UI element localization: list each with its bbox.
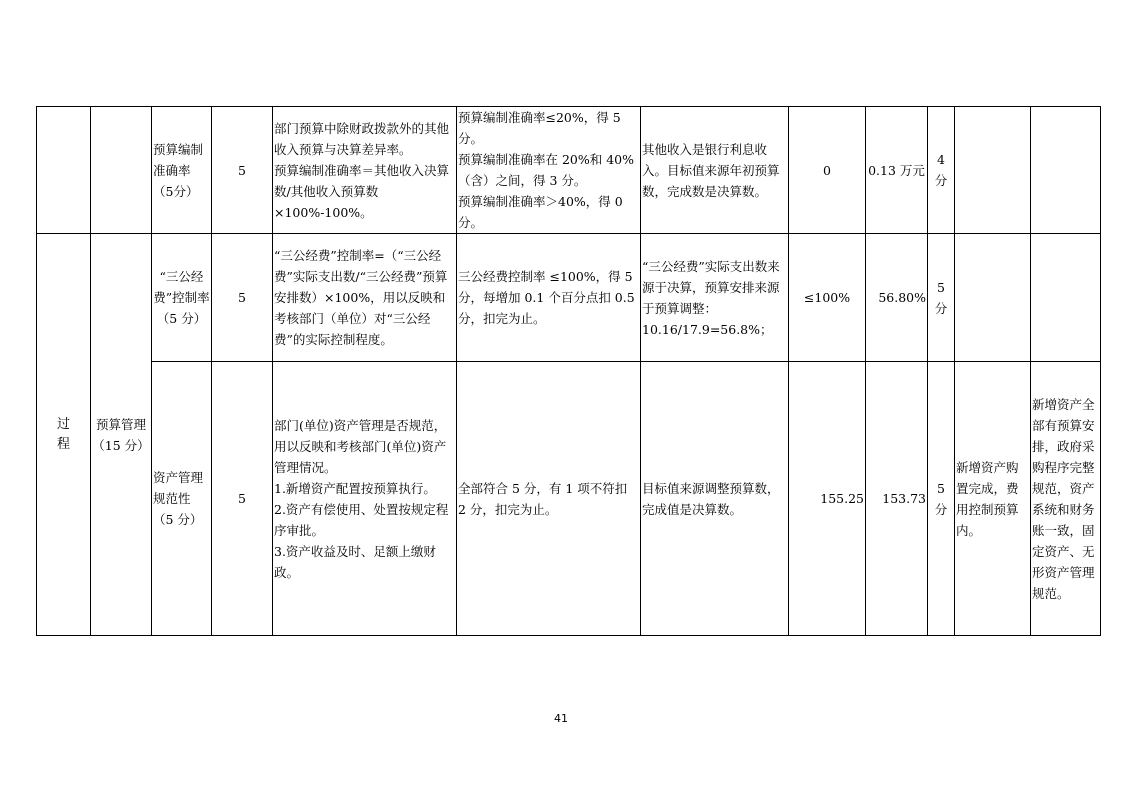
page-number: 41 <box>554 712 568 725</box>
actual-cell: 56.80% <box>866 234 928 362</box>
criteria-cell: 全部符合 5 分，有 1 项不符扣 2 分，扣完为止。 <box>457 362 641 636</box>
reason-cell <box>955 107 1031 234</box>
basis-cell: 目标值来源调整预算数，完成值是决算数。 <box>641 362 789 636</box>
level2-cell <box>91 107 152 234</box>
actual-cell: 153.73 <box>866 362 928 636</box>
level2-cell: 预算管理（15 分） <box>91 234 152 636</box>
basis-cell: 其他收入是银行利息收入。目标值来源年初预算数，完成数是决算数。 <box>641 107 789 234</box>
level1-cell <box>37 234 91 636</box>
indicator-cell: 预算编制准确率（5分） <box>152 107 212 234</box>
score-cell: 5 分 <box>928 362 955 636</box>
note-cell <box>1031 234 1101 362</box>
note-cell: 新增资产全部有预算安排，政府采购程序完整规范，资产系统和财务账一致，固定资产、无形资产管理规范。 <box>1031 362 1101 636</box>
weight-cell: 5 <box>212 234 273 362</box>
definition-cell: 部门(单位)资产管理是否规范，用以反映和考核部门(单位)资产管理情况。 1.新增资产配置按预算执行。 2.资产有偿使用、处置按规定程序审批。 3.资产收益及时、足额上缴财政。 <box>273 362 457 636</box>
table-row <box>37 107 1101 234</box>
table-row <box>37 234 1101 362</box>
reason-cell <box>955 234 1031 362</box>
level1-label: 过程 <box>56 416 70 452</box>
table-row <box>37 362 1101 636</box>
basis-cell: “三公经费”实际支出数来源于决算，预算安排来源于预算调整： 10.16/17.9=56.8%； <box>641 234 789 362</box>
indicator-cell: “三公经费”控制率（5 分） <box>152 234 212 362</box>
weight-cell: 5 <box>212 107 273 234</box>
reason-cell: 新增资产购置完成，费用控制预算内。 <box>955 362 1031 636</box>
indicator-cell: 资产管理规范性（5 分） <box>152 362 212 636</box>
definition-cell: “三公经费”控制率=（“三公经费”实际支出数/“三公经费”预算安排数）×100%，用以反映和考核部门（单位）对“三公经费”的实际控制程度。 <box>273 234 457 362</box>
note-cell <box>1031 107 1101 234</box>
target-cell: 155.25 <box>789 362 866 636</box>
definition-cell: 部门预算中除财政拨款外的其他收入预算与决算差异率。 预算编制准确率＝其他收入决算数/其他收入预算数×100%-100%。 <box>273 107 457 234</box>
level1-cell <box>37 107 91 234</box>
criteria-cell: 三公经费控制率 ≤100%，得 5 分，每增加 0.1 个百分点扣 0.5 分，扣完为止。 <box>457 234 641 362</box>
actual-cell: 0.13 万元 <box>866 107 928 234</box>
score-cell: 5 分 <box>928 234 955 362</box>
criteria-cell: 预算编制准确率≤20%，得 5 分。 预算编制准确率在 20%和 40%（含）之间，得 3 分。 预算编制准确率＞40%，得 0 分。 <box>457 107 641 234</box>
performance-evaluation-table <box>36 106 1101 636</box>
target-cell: ≤100% <box>789 234 866 362</box>
weight-cell: 5 <box>212 362 273 636</box>
target-cell: 0 <box>789 107 866 234</box>
score-cell: 4 分 <box>928 107 955 234</box>
